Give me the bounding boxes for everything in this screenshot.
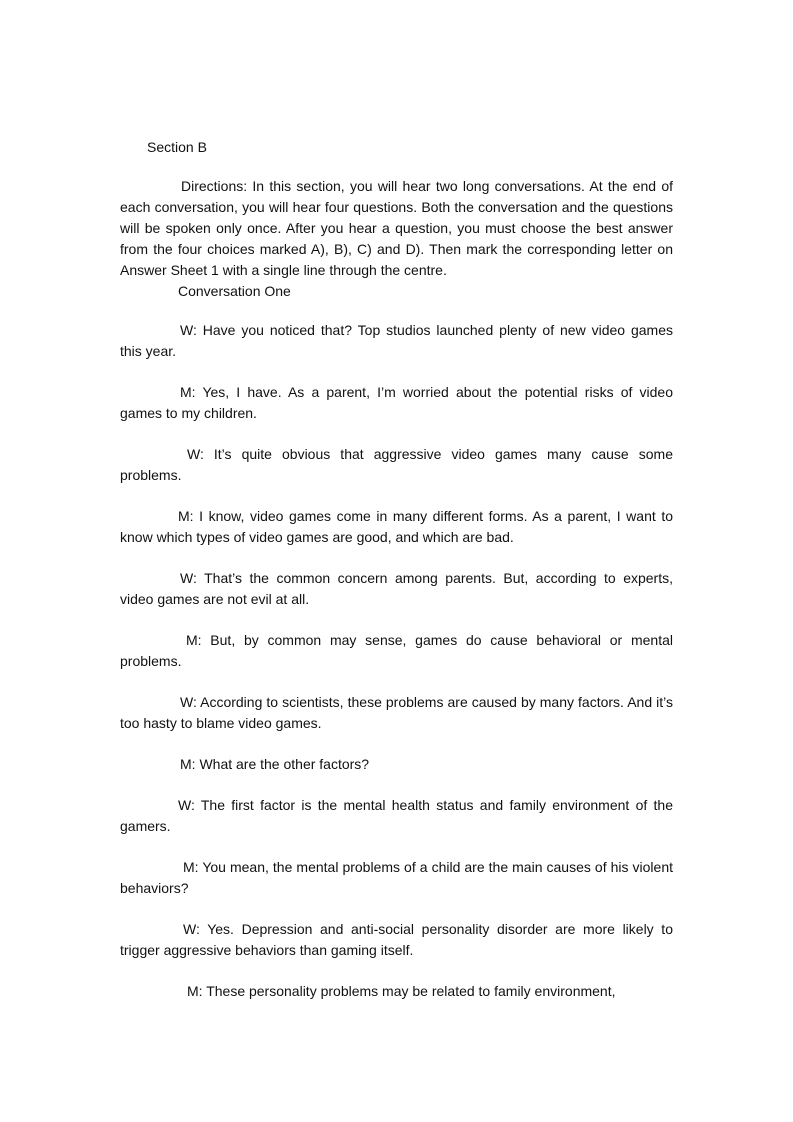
dialogue-line: W: According to scientists, these problems are caused by many factors. And it’s too hasty to blame video games.: [120, 694, 673, 731]
document-page: [120, 137, 673, 1002]
directions-paragraph: Directions: In this section, you will hear two long conversations. At the end of each conversation, you will hear four questions. Both the conversation and the questions will be spoken only once. After you hear a question, you must choose the best answer from the four choices marked A), B), C) and D). Then mark the corresponding letter on Answer Sheet 1 with a single line through the centre.: [120, 178, 673, 278]
dialogue-line: W: Yes. Depression and anti-social personality disorder are more likely to trigger aggressive behaviors than gaming itself.: [120, 921, 673, 958]
dialogue-line: M: You mean, the mental problems of a child are the main causes of his violent behaviors?: [120, 859, 673, 896]
dialogue-line: M: Yes, I have. As a parent, I’m worried about the potential risks of video games to my children.: [120, 384, 673, 421]
dialogue-line: W: The first factor is the mental health status and family environment of the gamers.: [120, 797, 673, 834]
dialogue-line: M: I know, video games come in many different forms. As a parent, I want to know which types of video games are good, and which are bad.: [120, 508, 673, 545]
section-title: Section B: [147, 139, 207, 155]
dialogue-line: M: But, by common may sense, games do cause behavioral or mental problems.: [120, 632, 673, 669]
dialogue-line: W: Have you noticed that? Top studios launched plenty of new video games this year.: [120, 322, 673, 359]
dialogue-line: M: These personality problems may be related to family environment,: [187, 983, 616, 999]
dialogue-line: M: What are the other factors?: [180, 756, 370, 772]
dialogue-line: W: That’s the common concern among parents. But, according to experts, video games are not evil at all.: [120, 570, 673, 607]
conversation-title: Conversation One: [178, 283, 291, 299]
dialogue-line: W: It’s quite obvious that aggressive video games many cause some problems.: [120, 446, 673, 483]
